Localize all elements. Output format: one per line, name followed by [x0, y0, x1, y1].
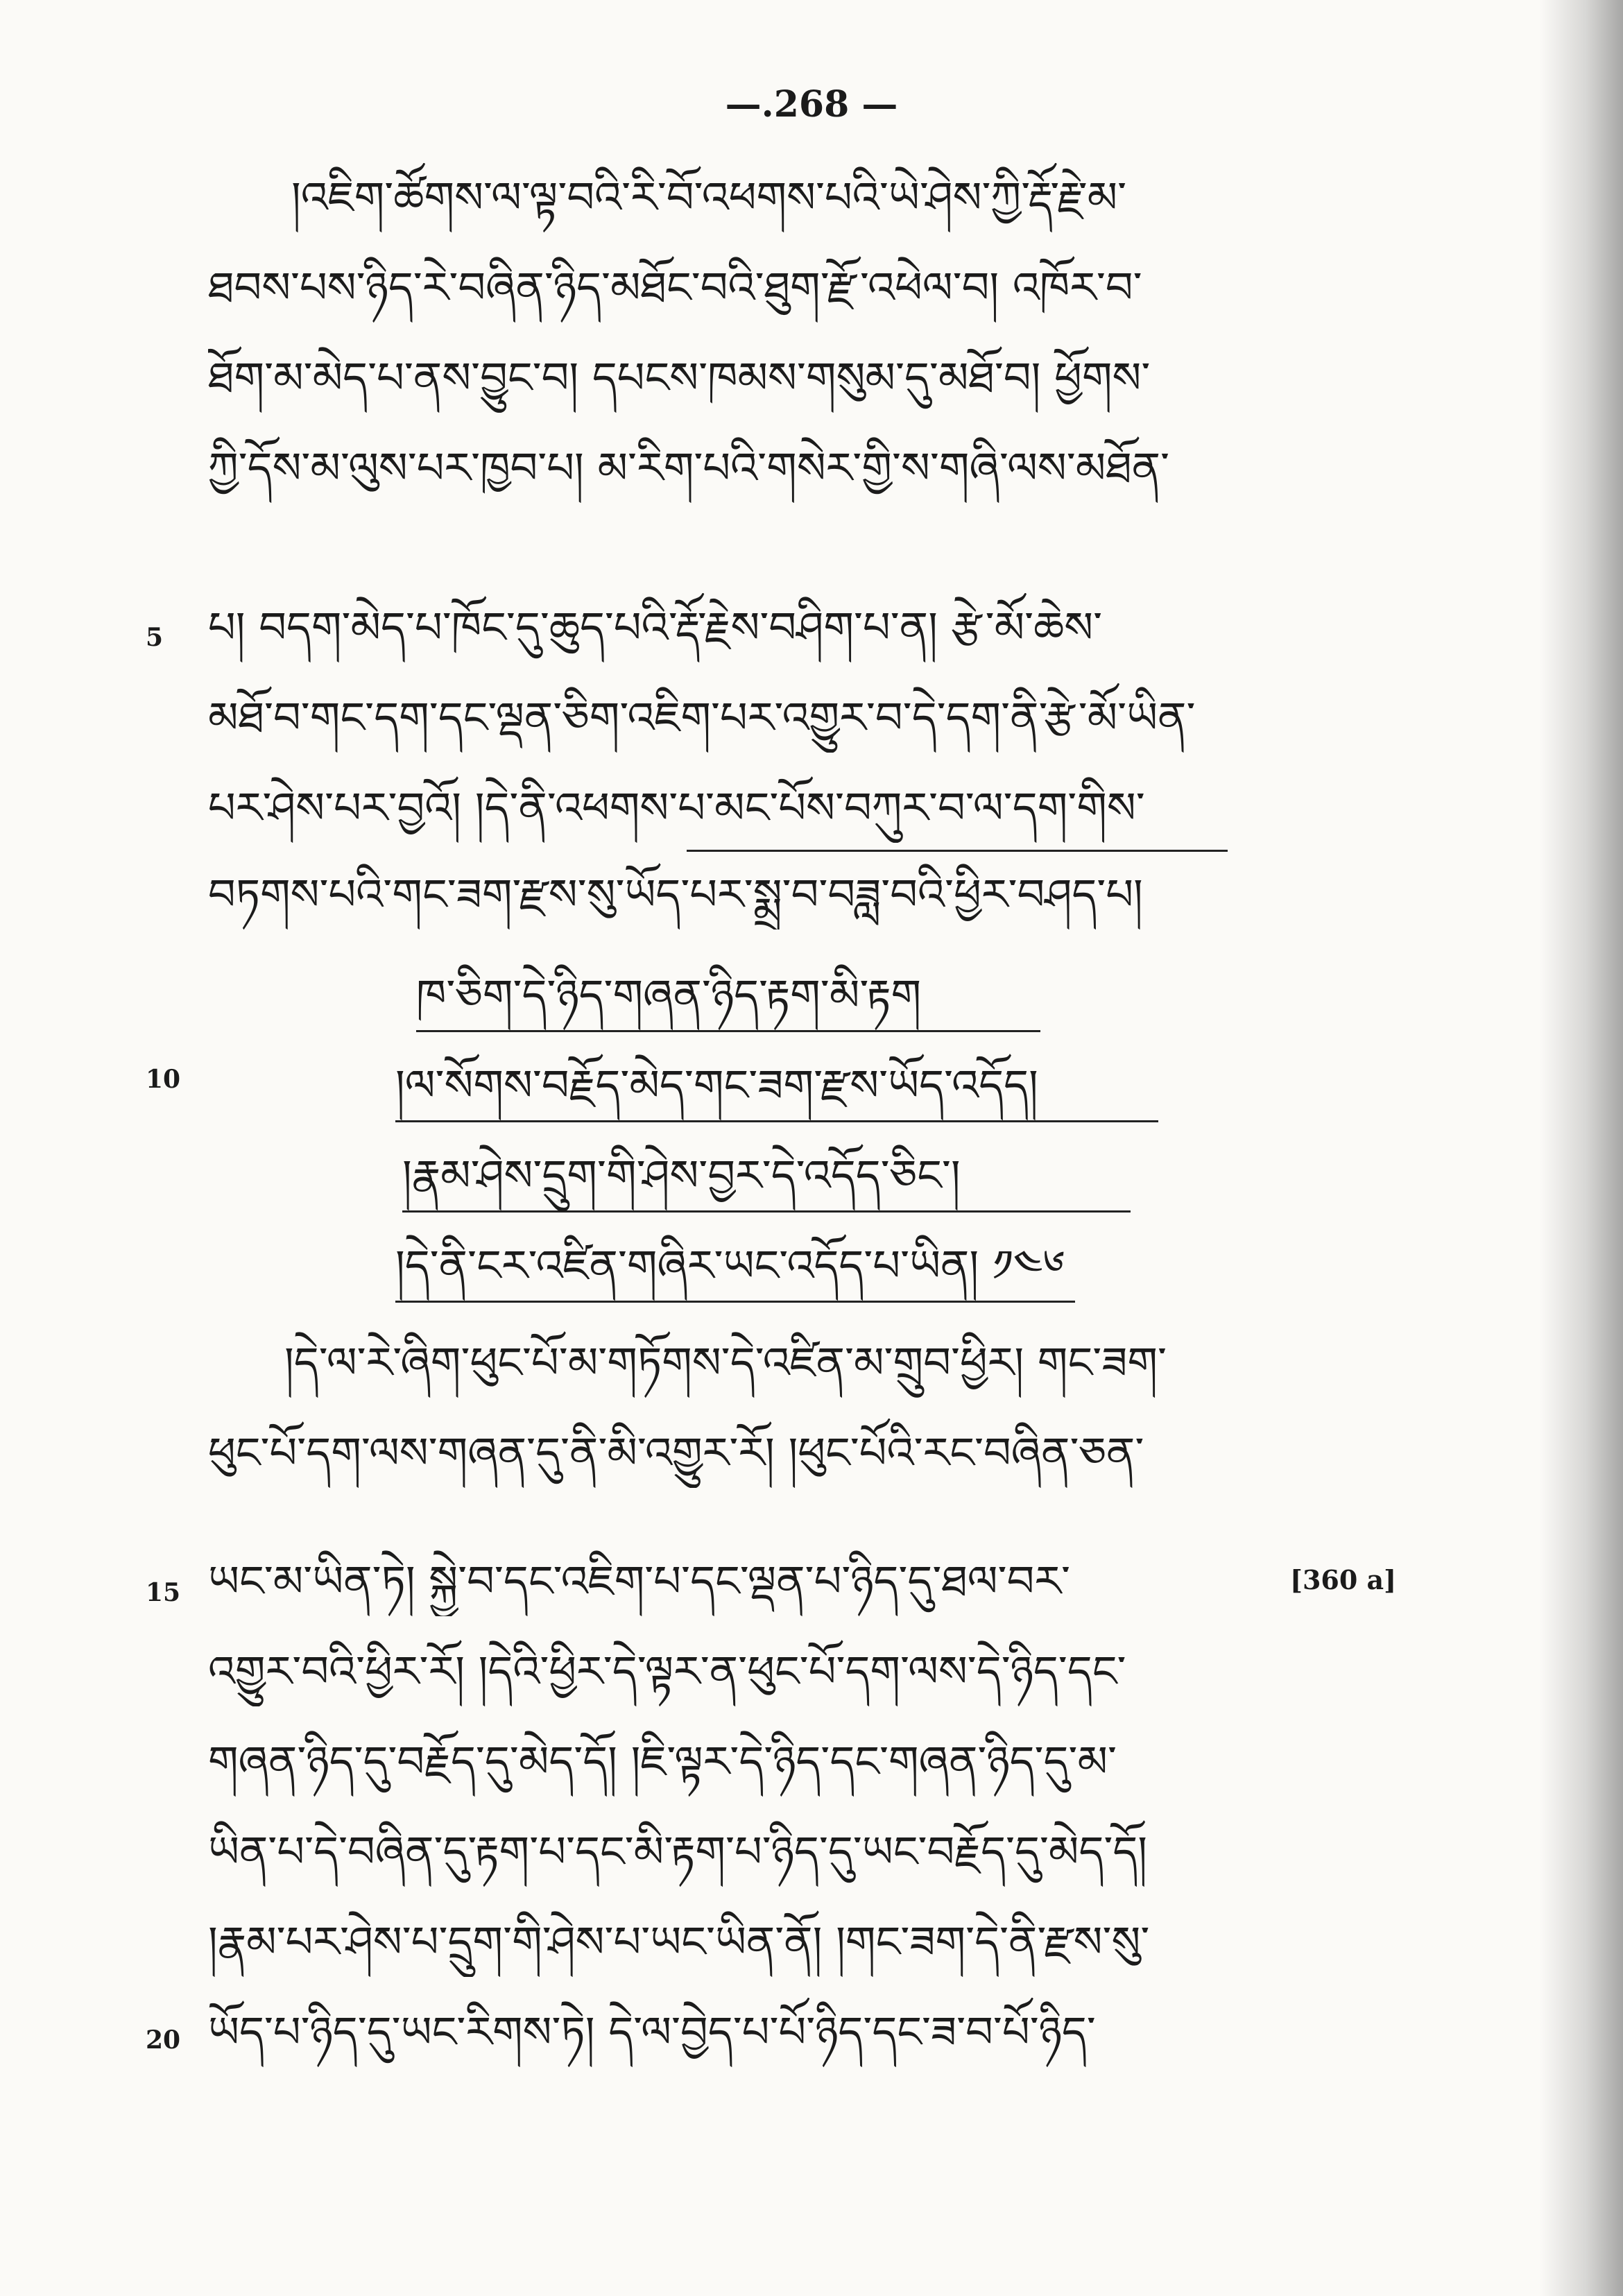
text-line-15: ཡང་མ་ཡིན་ཏེ། སྐྱེ་བ་དང་འཇིག་པ་དང་ལྡན་པ་ཉིད་དུ་ཐལ་བར་: [208, 1556, 1070, 1607]
text-line-16: འགྱུར་བའི་ཕྱིར་རོ། །དེའི་ཕྱིར་དེ་ལྟར་ན་ཕུང་པོ་དག་ལས་དེ་ཉིད་དང་: [208, 1646, 1126, 1697]
line-number-5: 5: [146, 623, 164, 652]
underline-rule: [687, 850, 1228, 852]
line-number-10: 10: [146, 1065, 181, 1094]
verse-line-2: །ལ་སོགས་བརྗོད་མེད་གང་ཟག་རྫས་ཡོད་འདོད།: [395, 1051, 1158, 1122]
line-number-20: 20: [146, 2025, 181, 2055]
page-edge-shadow: [1540, 0, 1623, 2296]
text-line-6: མཐོ་བ་གང་དག་དང་ལྡན་ཅིག་འཇིག་པར་འགྱུར་བ་དེ་དག་ནི་རྩེ་མོ་ཡིན་: [208, 692, 1196, 743]
text-line-3: ཐོག་མ་མེད་པ་ནས་བྱུང་བ། དཔངས་ཁམས་གསུམ་དུ་མཐོ་བ། ཕྱོགས་: [208, 352, 1151, 403]
text-line-13: །དེ་ལ་རེ་ཞིག་ཕུང་པོ་མ་གཏོགས་དེ་འཛིན་མ་གྲུབ་ཕྱིར། གང་ཟག་: [284, 1337, 1167, 1388]
text-line-2: ཐབས་པས་ཉིད་རེ་བཞིན་ཉིད་མཐོང་བའི་ཐུག་རྫོ་འཕེལ་བ། འཁོར་བ་: [208, 262, 1142, 313]
verse-line-1: ཁ་ཅིག་དེ་ཉིད་གཞན་ཉིད་རྟག་མི་རྟག: [416, 961, 1040, 1032]
verse-line-4: །དེ་ནི་ངར་འཛིན་གཞིར་ཡང་འདོད་པ་ཡིན། ༡༤༦: [395, 1231, 1075, 1303]
page-number: —.268 —: [725, 83, 898, 126]
text-line-4: ཀྱི་དོས་མ་ལུས་པར་ཁྱབ་པ། མ་རིག་པའི་གསེར་གྱི་ས་གཞི་ལས་མཐོན་: [208, 443, 1170, 493]
text-line-17: གཞན་ཉིད་དུ་བརྗོད་དུ་མེད་དོ། །ཇི་ལྟར་དེ་ཉིད་དང་གཞན་ཉིད་དུ་མ་: [208, 1736, 1117, 1787]
text-line-18: ཡིན་པ་དེ་བཞིན་དུ་རྟག་པ་དང་མི་རྟག་པ་ཉིད་དུ་ཡང་བརྗོད་དུ་མེད་དོ།: [208, 1826, 1148, 1877]
folio-marker: [360 a]: [1290, 1564, 1397, 1595]
text-line-8: བཏགས་པའི་གང་ཟག་རྫས་སུ་ཡོད་པར་སྨྲ་བ་བཟླ་བའི་ཕྱིར་བཤད་པ།: [208, 869, 1143, 920]
text-line-19: །རྣམ་པར་ཤེས་པ་དྲུག་གི་ཤེས་པ་ཡང་ཡིན་ནོ། །གང་ཟག་དེ་ནི་རྫས་སུ་: [208, 1917, 1150, 1967]
line-number-15: 15: [146, 1578, 181, 1607]
text-line-14: ཕུང་པོ་དག་ལས་གཞན་དུ་ནི་མི་འགྱུར་རོ། །ཕུང་པོའི་རང་བཞིན་ཅན་: [208, 1428, 1144, 1478]
text-line-5: པ། བདག་མེད་པ་ཁོང་དུ་ཆུད་པའི་རྡོ་རྗེས་བཤིག་པ་ན། རྩེ་མོ་ཆེས་: [208, 602, 1103, 653]
verse-line-3: །རྣམ་ཤེས་དྲུག་གི་ཤེས་བྱར་དེ་འདོད་ཅིང་།: [402, 1141, 1131, 1213]
text-line-1: །འཇིག་ཚོགས་ལ་ལྟ་བའི་རི་བོ་འཕགས་པའི་ཡེ་ཤེས་ཀྱི་རྡོ་རྗེ་མ་: [291, 172, 1127, 223]
text-line-7: པར་ཤེས་པར་བྱའོ། །དེ་ནི་འཕགས་པ་མང་པོས་བཀུར་བ་ལ་དག་གིས་: [208, 782, 1145, 833]
text-line-20: ཡོད་པ་ཉིད་དུ་ཡང་རིགས་ཏེ། དེ་ལ་བྱེད་པ་པོ་ཉིད་དང་ཟ་བ་པོ་ཉིད་: [208, 2007, 1096, 2057]
